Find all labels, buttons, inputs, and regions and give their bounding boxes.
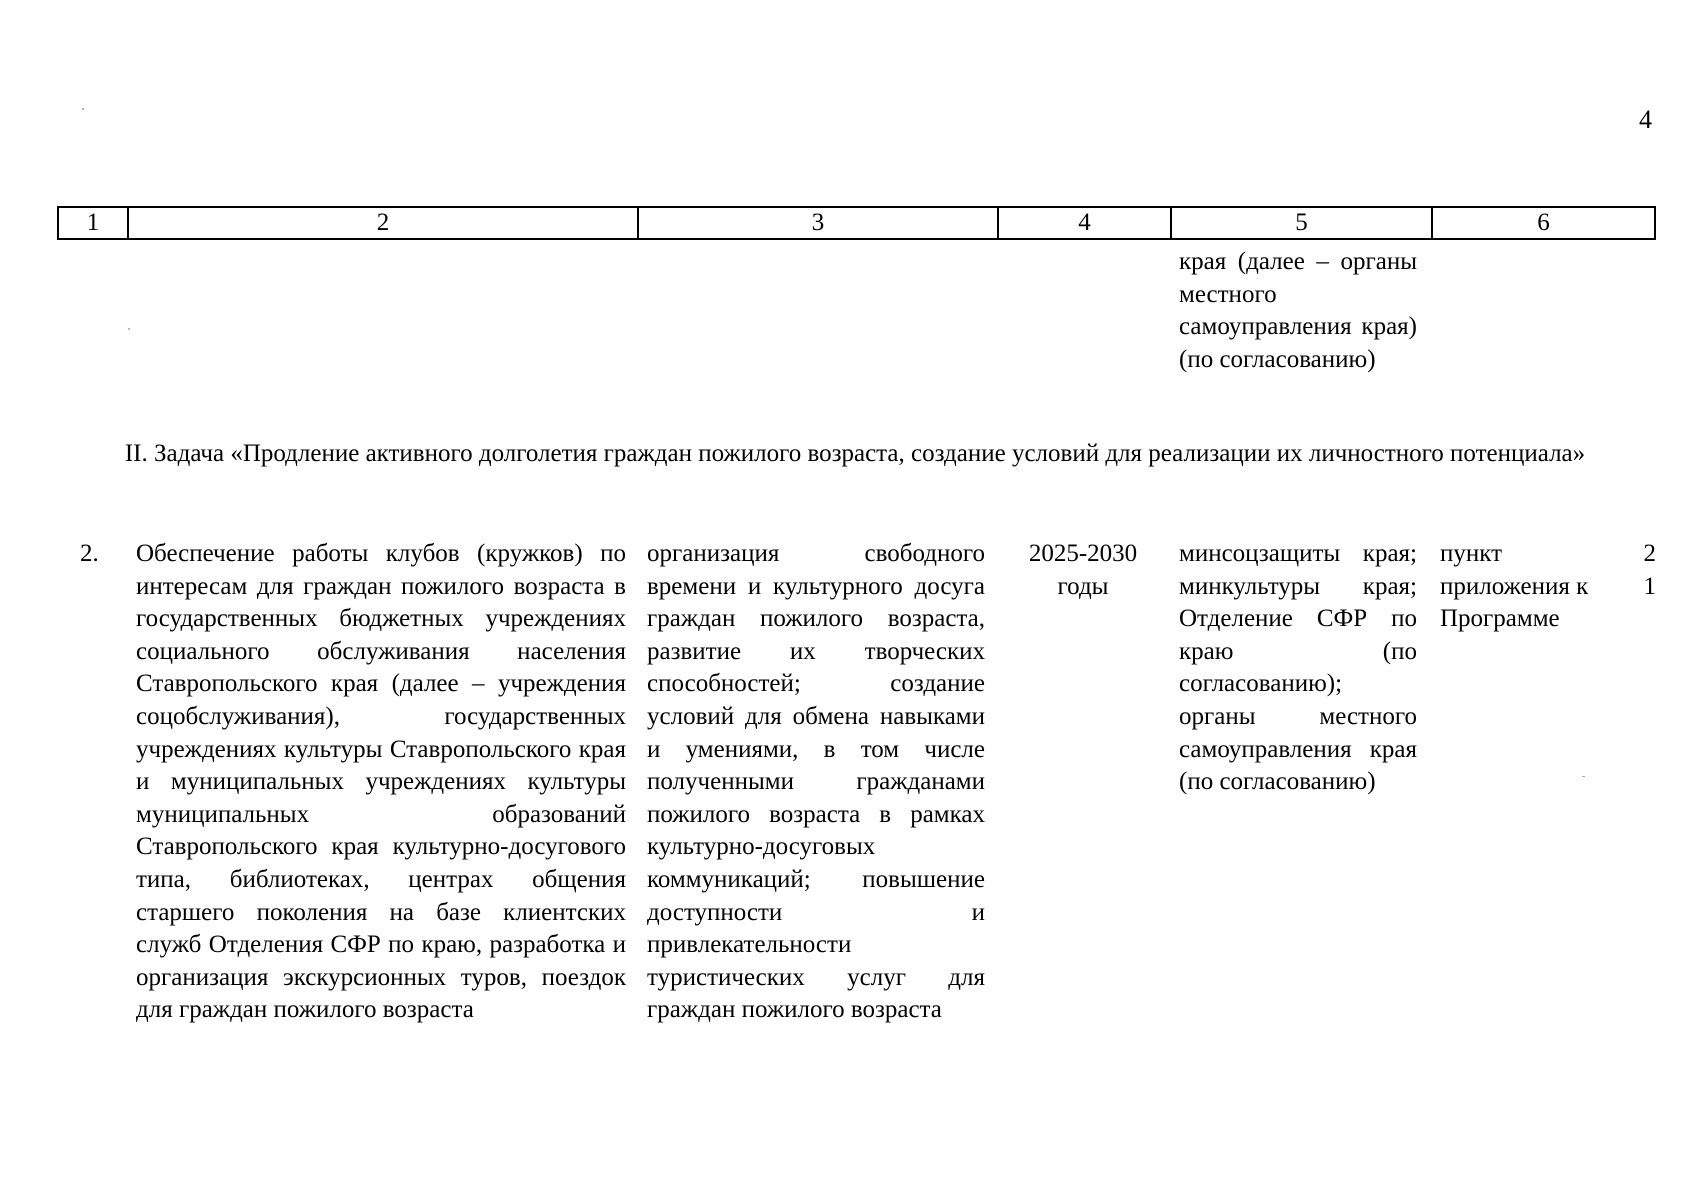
section-heading: II. Задача «Продление активного долголетия граждан пожилого возраста, создание условий для реализации их личностного потенциала» xyxy=(124,440,1586,467)
header-cell-3: 3 xyxy=(638,207,998,239)
header-cell-5: 5 xyxy=(1171,207,1432,239)
column-number-header-row xyxy=(57,206,1656,240)
header-cell-6: 6 xyxy=(1432,207,1655,239)
program-reference-cell: пункт приложения к Программе xyxy=(1440,540,1589,633)
header-cell-1: 1 xyxy=(58,207,128,239)
implementation-period-cell: 2025-2030 годы xyxy=(1028,540,1138,600)
scan-speck xyxy=(1582,776,1585,777)
measure-name-cell: Обеспечение работы клубов (кружков) по интересам для граждан пожилого возраста в государственных бюджетных учреждениях социального обслуживания населения Ставропольского края (далее – учреждения соцобслуживания), государственных учреждениях культуры Ставропольского края и муниципальных учреждениях культуры муниципальных образований Ставропольского края культурно-досугового типа, библиотеках, центрах общения старшего поколения на базе клиентских служб Отделения СФР по краю, разработка и организация экскурсионных туров, поездок для граждан пожилого возраста xyxy=(136,540,626,1024)
expected-result-cell: организация свободного времени и культурного досуга граждан пожилого возраста, развитие их творческих способностей; создание условий для обмена навыками и умениями, в том числе полученными гражданами пожилого возраста в рамках культурно-досуговых коммуникаций; повышение доступности и привлекательности туристических услуг для граждан пожилого возраста xyxy=(647,540,985,1024)
header-cell-2: 2 xyxy=(128,207,638,239)
program-reference-cut-off-text: 2 1 xyxy=(1643,540,1656,600)
page-number: 4 xyxy=(1639,105,1652,134)
continuation-executors-text: края (далее – органы местного самоуправления края) (по согласованию) xyxy=(1179,248,1417,373)
row-number: 2. xyxy=(80,540,99,567)
header-cell-4: 4 xyxy=(998,207,1171,239)
executors-cell: минсоцзащиты края; минкультуры края; Отделение СФР по краю (по согласованию); органы местного самоуправления края (по согласованию) xyxy=(1179,540,1417,796)
scan-speck xyxy=(82,108,84,110)
scan-speck xyxy=(128,328,130,330)
